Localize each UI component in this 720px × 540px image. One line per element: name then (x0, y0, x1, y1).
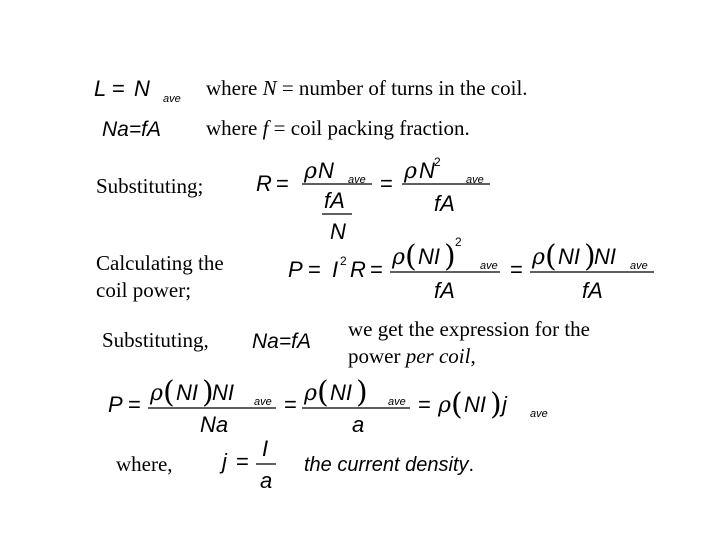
eq-n-num: N (318, 158, 334, 183)
eq-rho-p2: ρ (532, 245, 545, 270)
eq-equals-p3: = (510, 257, 523, 282)
eq-equals-f3: = (418, 392, 431, 417)
eq-rparen-f1: ) (202, 375, 214, 410)
text-expression-line1: we get the expression for the (348, 317, 591, 341)
eq-rparen-f3: ) (490, 387, 502, 422)
text-packing-fraction: = coil packing fraction. (273, 116, 470, 140)
eq-equals: = (112, 76, 125, 101)
eq-na-fa-2: Na=fA (252, 330, 311, 353)
eq-ave-f2: ave (388, 396, 406, 408)
eq-rparen-2: ) (584, 239, 596, 274)
eq-p-final: P (108, 392, 123, 417)
eq-j-symbol: j (222, 449, 227, 474)
eq-ave-1: ave (348, 174, 366, 186)
eq-ni-f2: NI (212, 380, 234, 405)
eq-equals-1: = (276, 171, 289, 196)
eq-lparen-2: ( (545, 239, 557, 274)
eq-ave-2: ave (466, 174, 484, 186)
eq-equals-2: = (380, 171, 393, 196)
eq-equals-j: = (236, 449, 249, 474)
text-comma: , (470, 344, 476, 369)
eq-a-den-j: a (260, 468, 273, 493)
eq-i-symbol: I (332, 257, 339, 282)
eq-j-f: j (502, 392, 507, 417)
eq-rho-f2: ρ (304, 381, 317, 406)
eq-rho-1: ρ (304, 159, 317, 184)
text-where: where (206, 76, 258, 100)
eq-rho-f3: ρ (438, 393, 451, 418)
eq-inductance-def (90, 70, 210, 110)
eq-equals-f2: = (284, 392, 297, 417)
eq-r-symbol-2: R (350, 257, 366, 282)
eq-rho-f1: ρ (150, 381, 163, 406)
eq-equals-p1: = (308, 257, 321, 282)
eq-rparen-f2: ) (356, 375, 368, 410)
text-f-italic: f (262, 116, 269, 140)
text-power: power (348, 344, 406, 369)
eq-power (284, 232, 664, 307)
text-current-density (304, 454, 474, 477)
eq-rho-p1: ρ (392, 245, 405, 270)
eq-n-num-2: N (419, 158, 435, 183)
eq-fa-den: fA (324, 188, 345, 213)
eq-p-symbol: P (288, 257, 303, 282)
eq-rho-2: ρ (404, 159, 417, 184)
text-number-of-turns: = number of turns in the coil. (281, 76, 528, 100)
eq-sup-2: 2 (434, 155, 441, 169)
eq-lparen-f2: ( (317, 375, 329, 410)
label-calculating-line1: Calculating the (96, 251, 224, 275)
eq-a-den: a (352, 412, 365, 437)
eq-current-density (218, 432, 298, 497)
eq-ni-1: NI (418, 244, 440, 269)
label-calculating-line2: coil power; (96, 278, 192, 303)
eq-ni-f4: NI (464, 392, 486, 417)
eq-ave-subscript: ave (163, 93, 181, 105)
text-n-italic: N (262, 76, 277, 100)
eq-ni-3: NI (594, 244, 616, 269)
label-where: where, (116, 452, 173, 476)
text-per-coil: per coil (405, 344, 471, 369)
eq-lparen-1: ( (405, 239, 417, 274)
eq-l-symbol: L (94, 76, 107, 101)
eq-r-symbol: R (256, 171, 272, 196)
eq-fa-p1: fA (434, 278, 455, 303)
eq-rparen-1: ) (444, 239, 456, 274)
label-substituting-1: Substituting; (96, 174, 204, 198)
eq-resistance (252, 150, 502, 245)
eq-n-symbol: N (134, 76, 150, 101)
text-period: . (468, 454, 475, 476)
eq-ave-p1: ave (480, 260, 498, 272)
label-substituting-2: Substituting, (102, 328, 209, 352)
text-where-2: where (206, 116, 258, 140)
eq-lparen-f3: ( (451, 387, 463, 422)
eq-ave-f1: ave (254, 396, 272, 408)
text-expression-line2 (348, 343, 590, 370)
eq-equals-f1: = (128, 392, 141, 417)
eq-n-den: N (330, 219, 346, 244)
eq-ni-sup: 2 (455, 235, 462, 249)
eq-fa-p2: fA (582, 278, 603, 303)
text-expression-note (348, 316, 590, 371)
na-def-description (206, 118, 470, 139)
text-current-density-italic: the current density (304, 454, 469, 476)
eq-fa-den-2: fA (434, 191, 455, 216)
eq-ave-f3: ave (530, 408, 548, 420)
eq-ni-2: NI (558, 244, 580, 269)
eq-i-num: I (262, 436, 269, 461)
eq-ni-f3: NI (330, 380, 352, 405)
eq-na-den: Na (200, 412, 229, 437)
l-def-description (206, 78, 528, 99)
eq-i-sup: 2 (340, 254, 347, 268)
eq-equals-p2: = (370, 257, 383, 282)
eq-ni-f1: NI (176, 380, 198, 405)
eq-ave-p2: ave (630, 260, 648, 272)
eq-lparen-f1: ( (163, 375, 175, 410)
eq-power-per-coil (104, 370, 564, 440)
eq-na-fa: Na=fA (102, 118, 161, 141)
label-calculating (96, 250, 224, 305)
